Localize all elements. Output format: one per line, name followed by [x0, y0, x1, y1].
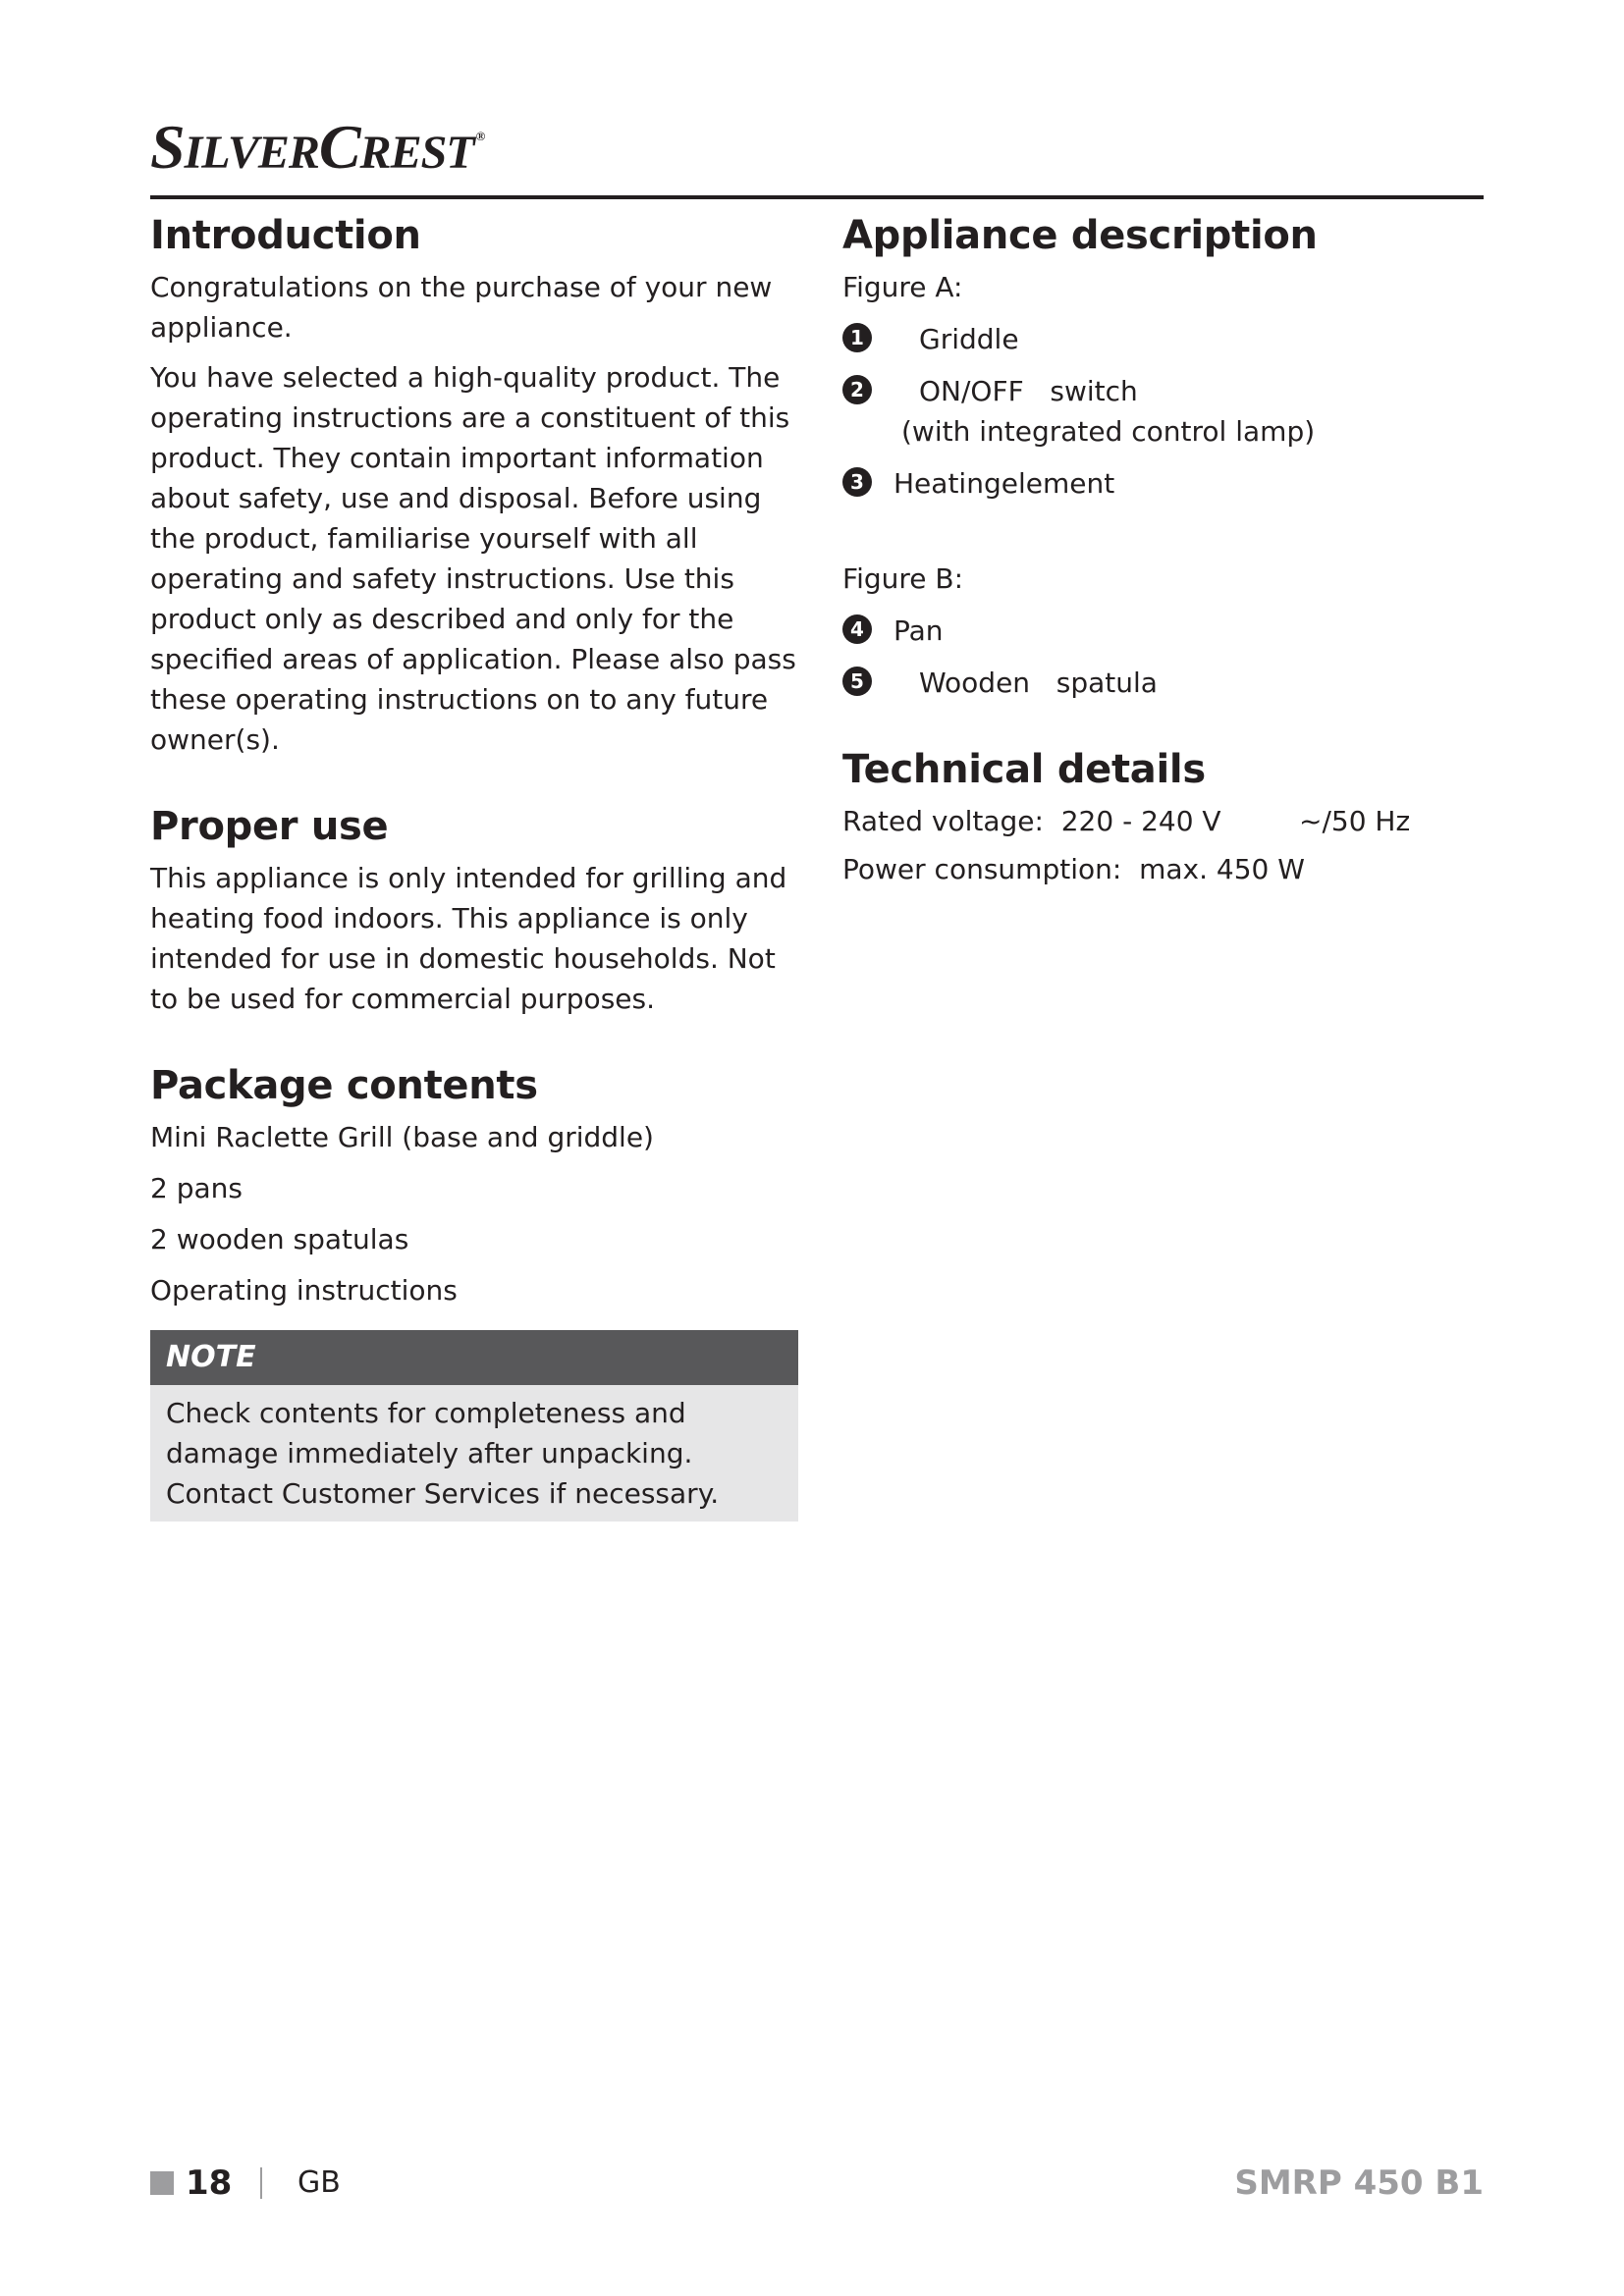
- page-number: 18: [186, 2163, 233, 2203]
- note-text: Check contents for completeness and damage immediately after unpacking. Contact Customer Services if necessary.: [166, 1397, 720, 1510]
- technical-details-section: [842, 748, 1486, 889]
- square-icon: [150, 2171, 174, 2195]
- appliance-part-1: [842, 319, 1486, 359]
- rated-voltage-text: Rated voltage: 220 - 240 V: [842, 805, 1221, 837]
- appliance-part-2: [842, 371, 1486, 452]
- model-number: SMRP 450 B1: [1234, 2163, 1484, 2203]
- power-consumption-row: [842, 849, 1486, 889]
- footer-divider: [260, 2167, 262, 2199]
- note-box: [150, 1330, 798, 1522]
- part-label: Griddle: [919, 323, 1019, 355]
- part-label: ON/OFF switch: [919, 375, 1138, 407]
- proper-use-heading: Proper use: [150, 804, 389, 849]
- part-sublabel: (with integrated control lamp): [901, 415, 1316, 448]
- figure-b-label: Figure B:: [842, 562, 964, 595]
- left-column: [150, 214, 798, 1522]
- proper-use-text: This appliance is only intended for grilling and heating food indoors. This appliance is only intended for use in domestic households. Not to be used for commercial purposes.: [150, 862, 787, 1015]
- note-label: NOTE: [150, 1330, 798, 1385]
- appliance-part-4: [842, 611, 1486, 651]
- introduction-paragraph: Congratulations on the purchase of your new appliance.: [150, 271, 773, 344]
- power-consumption-text: Power consumption: max. 450 W: [842, 853, 1305, 885]
- appliance-description-heading: Appliance description: [842, 213, 1318, 258]
- technical-details-heading: Technical details: [842, 747, 1206, 792]
- language-code: GB: [298, 2165, 341, 2200]
- number-badge-icon: 1: [842, 323, 872, 352]
- proper-use-section: [150, 805, 798, 1019]
- number-badge-icon: 3: [842, 467, 872, 497]
- number-badge-icon: 5: [842, 667, 872, 696]
- number-badge-icon: 2: [842, 375, 872, 404]
- figure-a-label: Figure A:: [842, 271, 963, 303]
- package-item: Operating instructions: [150, 1274, 458, 1307]
- package-item: Mini Raclette Grill (base and griddle): [150, 1121, 654, 1153]
- right-column: [842, 214, 1486, 889]
- package-contents-heading: Package contents: [150, 1063, 538, 1108]
- appliance-part-5: [842, 663, 1486, 703]
- part-label: Heatingelement: [893, 467, 1115, 500]
- introduction-paragraph: You have selected a high-quality product. The operating instructions are a constituent of this product. They contain important information about safety, use and disposal. Before using the product, familiarise yourself with all operating and safety instructions. Use this product only as described and only for the specified areas of application. Please also pass these operating instructions on to any future owner(s).: [150, 361, 796, 756]
- page-footer: [150, 2160, 1484, 2209]
- header-rule: [150, 195, 1484, 199]
- rated-voltage-row: [842, 801, 1486, 841]
- introduction-heading: Introduction: [150, 213, 421, 258]
- package-item: 2 wooden spatulas: [150, 1223, 409, 1255]
- part-label: Wooden spatula: [919, 667, 1158, 699]
- frequency-text: ~/50 Hz: [1299, 805, 1411, 837]
- part-label: Pan: [893, 614, 944, 647]
- brand-logo: SILVERCREST ®: [150, 112, 485, 182]
- package-contents-section: [150, 1064, 798, 1310]
- appliance-part-3: [842, 463, 1486, 504]
- introduction-section: [150, 214, 798, 760]
- number-badge-icon: 4: [842, 614, 872, 644]
- package-item: 2 pans: [150, 1172, 243, 1204]
- appliance-description-section: [842, 214, 1486, 703]
